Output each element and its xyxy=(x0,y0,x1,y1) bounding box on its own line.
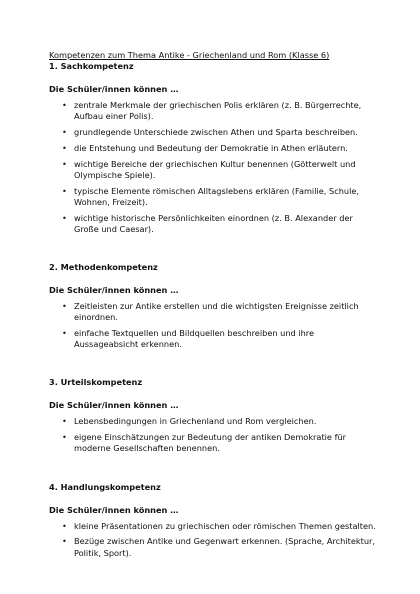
list-item xyxy=(62,416,380,427)
list-item xyxy=(62,159,380,181)
list-item-text: einfache Textquellen und Bildquellen beschreiben und ihre Aussageabsicht erkennen. xyxy=(74,328,315,350)
list-item xyxy=(62,143,380,154)
list-item xyxy=(62,521,380,532)
section-intro: Die Schüler/innen können … xyxy=(49,84,179,94)
list-item xyxy=(62,127,380,138)
section-intro: Die Schüler/innen können … xyxy=(49,400,179,411)
competency-list xyxy=(49,301,380,350)
competency-list xyxy=(49,100,380,235)
section-heading: 1. Sachkompetenz xyxy=(49,61,134,71)
bullet-icon: • xyxy=(62,328,67,338)
bullet-icon: • xyxy=(62,432,67,443)
section-intro: Die Schüler/innen können … xyxy=(49,504,179,515)
list-item xyxy=(62,100,380,122)
competency-list xyxy=(49,416,380,454)
document-title: Kompetenzen zum Thema Antike - Griechenland und Rom (Klasse 6) xyxy=(49,50,330,60)
competency-list xyxy=(49,521,380,559)
list-item-text: wichtige historische Persönlichkeiten einordnen (z. B. Alexander der Große und Caesar). xyxy=(74,212,353,234)
bullet-icon: • xyxy=(62,301,67,311)
list-item xyxy=(62,213,380,235)
list-item-text: Lebensbedingungen in Griechenland und Rom vergleichen. xyxy=(74,416,317,427)
bullet-icon: • xyxy=(62,520,67,531)
bullet-icon: • xyxy=(62,416,67,427)
bullet-icon: • xyxy=(62,127,67,137)
list-item-text: eigene Einschätzungen zur Bedeutung der antiken Demokratie für moderne Gesellschaften benennen. xyxy=(74,432,347,454)
bullet-icon: • xyxy=(62,158,67,169)
list-item-text: kleine Präsentationen zu griechischen oder römischen Themen gestalten. xyxy=(74,520,376,531)
list-item-text: Zeitleisten zur Antike erstellen und die wichtigsten Ereignisse zeitlich einordnen. xyxy=(74,301,359,323)
list-item xyxy=(62,536,380,558)
bullet-icon: • xyxy=(62,142,67,153)
section-heading: 2. Methodenkompetenz xyxy=(49,262,158,272)
section-intro: Die Schüler/innen können … xyxy=(49,285,179,295)
list-item-text: Bezüge zwischen Antike und Gegenwart erkennen. (Sprache, Architektur, Politik, Sport). xyxy=(74,536,375,558)
list-item xyxy=(62,328,380,350)
bullet-icon: • xyxy=(62,185,67,196)
list-item-text: zentrale Merkmale der griechischen Polis erklären (z. B. Bürgerrechte, Aufbau einer Polis). xyxy=(74,100,362,122)
bullet-icon: • xyxy=(62,100,67,110)
section-heading: 4. Handlungskompetenz xyxy=(49,481,161,492)
list-item xyxy=(62,186,380,208)
list-item xyxy=(62,301,380,323)
list-item xyxy=(62,432,380,454)
section-handlungskompetenz xyxy=(49,482,380,559)
section-sachkompetenz xyxy=(49,61,380,235)
section-heading: 3. Urteilskompetenz xyxy=(49,377,143,388)
list-item-text: grundlegende Unterschiede zwischen Athen und Sparta beschreiben. xyxy=(74,127,358,137)
list-item-text: die Entstehung und Bedeutung der Demokratie in Athen erläutern. xyxy=(74,142,348,153)
section-methodenkompetenz xyxy=(49,262,380,350)
section-urteilskompetenz xyxy=(49,377,380,454)
list-item-text: typische Elemente römischen Alltagslebens erklären (Familie, Schule, Wohnen, Freizeit). xyxy=(74,185,359,207)
bullet-icon: • xyxy=(62,212,67,223)
list-item-text: wichtige Bereiche der griechischen Kultur benennen (Götterwelt und Olympische Spiele). xyxy=(74,158,356,180)
bullet-icon: • xyxy=(62,536,67,547)
